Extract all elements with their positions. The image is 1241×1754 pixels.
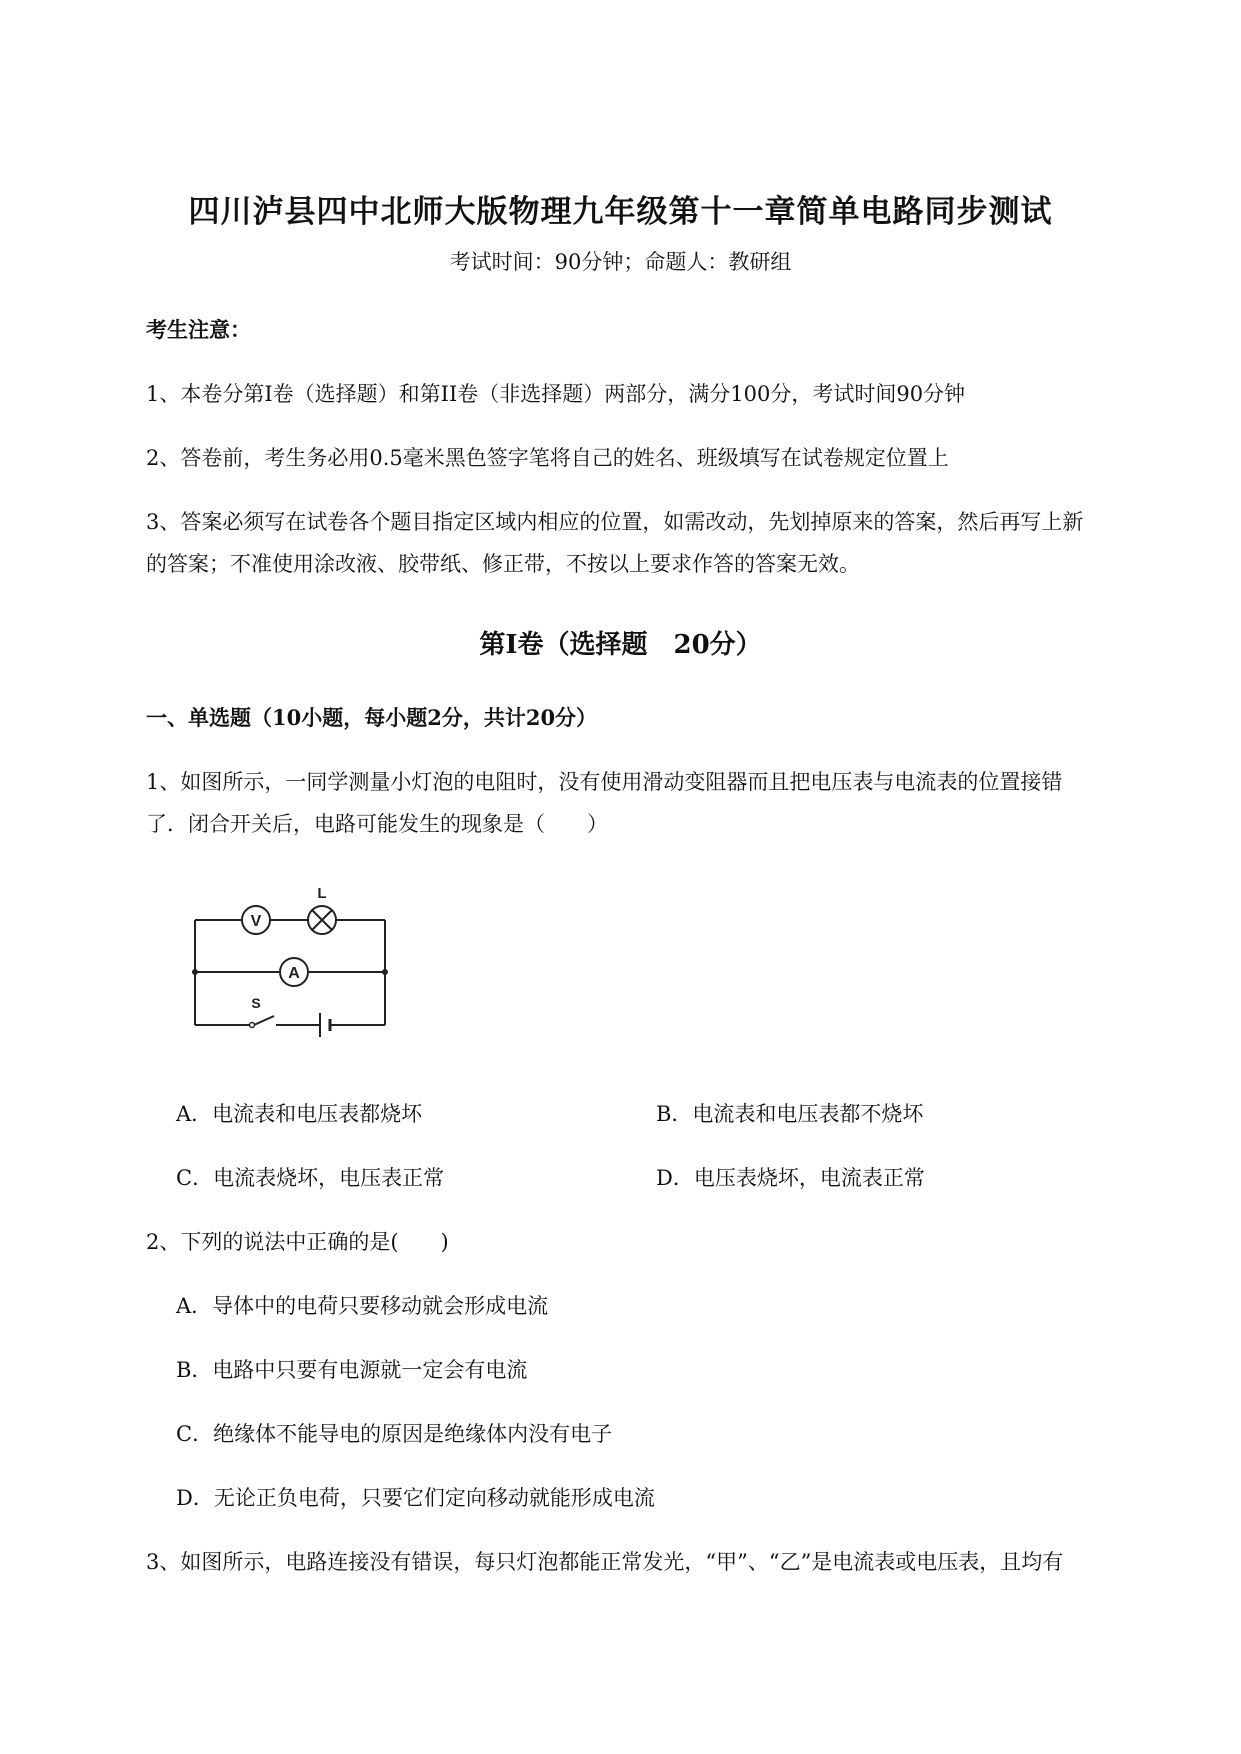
notice-heading: 考生注意： [146,317,251,342]
ammeter-icon [280,958,308,986]
question-1-option-d: D．电压表烧坏，电流表正常 [656,1166,925,1190]
circuit-diagram [190,880,400,1040]
voltmeter-label: V [250,913,262,930]
ammeter-label: A [288,965,300,982]
question-1-option-a: A．电流表和电压表都烧坏 [176,1102,423,1126]
question-3-text: 3、如图所示，电路连接没有错误，每只灯泡都能正常发光，“甲”、“乙”是电流表或电压表，且均有 [146,1550,1064,1574]
junction-dot [382,969,388,975]
question-1-option-c: C．电流表烧坏，电压表正常 [176,1166,445,1190]
notice-item: 3、答案必须写在试卷各个题目指定区域内相应的位置，如需改动，先划掉原来的答案，然后再写上新 [146,510,1084,534]
notice-item: 2、答卷前，考生务必用0.5毫米黑色签字笔将自己的姓名、班级填写在试卷规定位置上 [146,446,949,470]
battery-icon [320,1013,330,1037]
question-2-option-c: C．绝缘体不能导电的原因是绝缘体内没有电子 [176,1422,613,1446]
notice-item-continued: 的答案；不准使用涂改液、胶带纸、修正带，不按以上要求作答的答案无效。 [146,552,860,576]
voltmeter-icon [242,906,270,934]
question-1-option-b: B．电流表和电压表都不烧坏 [656,1102,924,1126]
question-2-option-a: A．导体中的电荷只要移动就会形成电流 [176,1294,549,1318]
question-1-text-continued: 了．闭合开关后，电路可能发生的现象是（ ） [146,812,608,836]
lamp-label: L [317,885,327,902]
question-1-text: 1、如图所示，一同学测量小灯泡的电阻时，没有使用滑动变阻器而且把电压表与电流表的位置接错 [146,770,1063,794]
exam-info: 考试时间：90分钟；命题人：教研组 [449,250,792,274]
question-2-text: 2、下列的说法中正确的是( ) [146,1230,449,1254]
page-title: 四川泸县四中北师大版物理九年级第十一章简单电路同步测试 [188,194,1053,230]
part-heading: 一、单选题（10小题，每小题2分，共计20分） [146,705,598,730]
notice-item: 1、本卷分第I卷（选择题）和第II卷（非选择题）两部分，满分100分，考试时间90分钟 [146,382,966,406]
lamp-icon [308,885,336,934]
question-2-option-b: B．电路中只要有电源就一定会有电流 [176,1358,528,1382]
switch-label: S [251,995,261,1011]
question-2-option-d: D．无论正负电荷，只要它们定向移动就能形成电流 [176,1486,655,1510]
section-title: 第I卷（选择题 20分） [479,630,762,660]
junction-dot [192,969,198,975]
